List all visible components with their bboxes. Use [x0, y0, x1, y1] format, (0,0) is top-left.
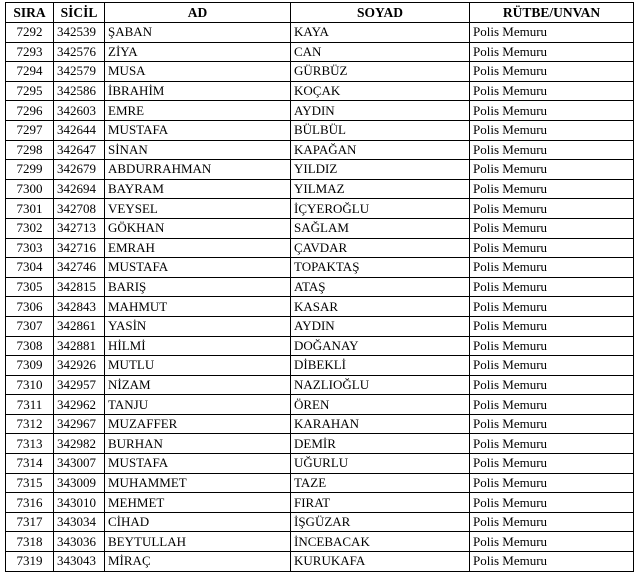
cell-sira: 7308 — [6, 336, 54, 356]
cell-soyad: GÜRBÜZ — [291, 62, 470, 82]
table-body — [6, 23, 634, 572]
cell-ad: MAHMUT — [105, 297, 291, 317]
table-row — [6, 454, 634, 474]
header-ad: AD — [105, 3, 291, 23]
cell-sicil: 342579 — [54, 62, 105, 82]
cell-rutbe: Polis Memuru — [470, 62, 634, 82]
cell-soyad: BÜLBÜL — [291, 120, 470, 140]
cell-sicil: 342957 — [54, 375, 105, 395]
cell-sicil: 342746 — [54, 258, 105, 278]
cell-ad: EMRAH — [105, 238, 291, 258]
cell-sicil: 342926 — [54, 356, 105, 376]
cell-ad: SİNAN — [105, 140, 291, 160]
cell-soyad: ÖREN — [291, 395, 470, 415]
cell-sicil: 342644 — [54, 120, 105, 140]
cell-soyad: KAYA — [291, 23, 470, 43]
cell-soyad: DİBEKLİ — [291, 356, 470, 376]
cell-ad: YASİN — [105, 316, 291, 336]
cell-rutbe: Polis Memuru — [470, 297, 634, 317]
cell-sira: 7298 — [6, 140, 54, 160]
cell-rutbe: Polis Memuru — [470, 356, 634, 376]
cell-rutbe: Polis Memuru — [470, 414, 634, 434]
cell-sira: 7306 — [6, 297, 54, 317]
table-row — [6, 473, 634, 493]
cell-sira: 7302 — [6, 218, 54, 238]
cell-sicil: 343036 — [54, 532, 105, 552]
cell-sira: 7318 — [6, 532, 54, 552]
table-row — [6, 179, 634, 199]
cell-sicil: 342539 — [54, 23, 105, 43]
cell-rutbe: Polis Memuru — [470, 160, 634, 180]
table-row — [6, 395, 634, 415]
cell-sira: 7296 — [6, 101, 54, 121]
table-row — [6, 199, 634, 219]
cell-sira: 7313 — [6, 434, 54, 454]
cell-ad: ZİYA — [105, 42, 291, 62]
cell-soyad: NAZLIOĞLU — [291, 375, 470, 395]
cell-rutbe: Polis Memuru — [470, 258, 634, 278]
cell-sira: 7294 — [6, 62, 54, 82]
cell-sicil: 343009 — [54, 473, 105, 493]
cell-rutbe: Polis Memuru — [470, 238, 634, 258]
cell-ad: CİHAD — [105, 512, 291, 532]
table-row — [6, 258, 634, 278]
cell-ad: GÖKHAN — [105, 218, 291, 238]
cell-soyad: İŞGÜZAR — [291, 512, 470, 532]
cell-soyad: KURUKAFA — [291, 552, 470, 572]
cell-ad: HİLMİ — [105, 336, 291, 356]
table-row — [6, 356, 634, 376]
cell-ad: TANJU — [105, 395, 291, 415]
cell-rutbe: Polis Memuru — [470, 552, 634, 572]
cell-rutbe: Polis Memuru — [470, 336, 634, 356]
cell-sira: 7305 — [6, 277, 54, 297]
cell-sira: 7315 — [6, 473, 54, 493]
table-row — [6, 336, 634, 356]
table-row — [6, 23, 634, 43]
cell-ad: MUSTAFA — [105, 120, 291, 140]
table-row — [6, 434, 634, 454]
cell-sira: 7314 — [6, 454, 54, 474]
cell-ad: MUSTAFA — [105, 454, 291, 474]
cell-sicil: 343010 — [54, 493, 105, 513]
table-row — [6, 120, 634, 140]
cell-soyad: KASAR — [291, 297, 470, 317]
cell-soyad: ATAŞ — [291, 277, 470, 297]
cell-sira: 7310 — [6, 375, 54, 395]
cell-sira: 7300 — [6, 179, 54, 199]
cell-sira: 7319 — [6, 552, 54, 572]
cell-rutbe: Polis Memuru — [470, 42, 634, 62]
table-row — [6, 512, 634, 532]
cell-rutbe: Polis Memuru — [470, 454, 634, 474]
cell-sicil: 342713 — [54, 218, 105, 238]
cell-soyad: TAZE — [291, 473, 470, 493]
cell-sira: 7317 — [6, 512, 54, 532]
cell-soyad: YILMAZ — [291, 179, 470, 199]
cell-sira: 7295 — [6, 81, 54, 101]
cell-rutbe: Polis Memuru — [470, 101, 634, 121]
cell-ad: MUSA — [105, 62, 291, 82]
cell-ad: MUHAMMET — [105, 473, 291, 493]
cell-rutbe: Polis Memuru — [470, 179, 634, 199]
cell-rutbe: Polis Memuru — [470, 81, 634, 101]
cell-soyad: AYDIN — [291, 101, 470, 121]
cell-soyad: KAPAĞAN — [291, 140, 470, 160]
cell-soyad: YILDIZ — [291, 160, 470, 180]
cell-sicil: 342982 — [54, 434, 105, 454]
table-row — [6, 101, 634, 121]
cell-sicil: 342861 — [54, 316, 105, 336]
cell-sicil: 342586 — [54, 81, 105, 101]
table-row — [6, 552, 634, 572]
cell-ad: EMRE — [105, 101, 291, 121]
cell-ad: MUTLU — [105, 356, 291, 376]
cell-ad: BURHAN — [105, 434, 291, 454]
header-sira: SIRA — [6, 3, 54, 23]
table-row — [6, 414, 634, 434]
cell-sicil: 342603 — [54, 101, 105, 121]
cell-sicil: 342881 — [54, 336, 105, 356]
cell-sicil: 342708 — [54, 199, 105, 219]
cell-soyad: CAN — [291, 42, 470, 62]
cell-sira: 7293 — [6, 42, 54, 62]
cell-soyad: SAĞLAM — [291, 218, 470, 238]
cell-soyad: AYDIN — [291, 316, 470, 336]
cell-rutbe: Polis Memuru — [470, 395, 634, 415]
cell-rutbe: Polis Memuru — [470, 375, 634, 395]
cell-soyad: İNCEBACAK — [291, 532, 470, 552]
cell-soyad: KOÇAK — [291, 81, 470, 101]
cell-rutbe: Polis Memuru — [470, 434, 634, 454]
cell-soyad: KARAHAN — [291, 414, 470, 434]
table-row — [6, 218, 634, 238]
cell-soyad: UĞURLU — [291, 454, 470, 474]
table-row — [6, 316, 634, 336]
cell-soyad: DEMİR — [291, 434, 470, 454]
cell-sicil: 342815 — [54, 277, 105, 297]
table-row — [6, 81, 634, 101]
cell-ad: NİZAM — [105, 375, 291, 395]
header-sicil: SİCİL — [54, 3, 105, 23]
header-rutbe: RÜTBE/UNVAN — [470, 3, 634, 23]
cell-sicil: 342967 — [54, 414, 105, 434]
table-row — [6, 62, 634, 82]
cell-sira: 7304 — [6, 258, 54, 278]
cell-rutbe: Polis Memuru — [470, 316, 634, 336]
cell-sira: 7311 — [6, 395, 54, 415]
cell-rutbe: Polis Memuru — [470, 532, 634, 552]
cell-sicil: 343007 — [54, 454, 105, 474]
cell-ad: MEHMET — [105, 493, 291, 513]
table-row — [6, 238, 634, 258]
cell-soyad: DOĞANAY — [291, 336, 470, 356]
cell-ad: BEYTULLAH — [105, 532, 291, 552]
table-row — [6, 42, 634, 62]
table-row — [6, 375, 634, 395]
table-row — [6, 532, 634, 552]
header-row — [6, 3, 634, 23]
cell-sira: 7301 — [6, 199, 54, 219]
cell-sicil: 343034 — [54, 512, 105, 532]
cell-rutbe: Polis Memuru — [470, 140, 634, 160]
cell-ad: ABDURRAHMAN — [105, 160, 291, 180]
cell-sira: 7303 — [6, 238, 54, 258]
cell-sira: 7297 — [6, 120, 54, 140]
cell-sicil: 342716 — [54, 238, 105, 258]
cell-rutbe: Polis Memuru — [470, 120, 634, 140]
cell-ad: MUSTAFA — [105, 258, 291, 278]
personnel-table — [5, 2, 634, 572]
cell-sicil: 342647 — [54, 140, 105, 160]
table-row — [6, 493, 634, 513]
cell-sira: 7316 — [6, 493, 54, 513]
cell-rutbe: Polis Memuru — [470, 493, 634, 513]
cell-sira: 7307 — [6, 316, 54, 336]
cell-sira: 7312 — [6, 414, 54, 434]
cell-sicil: 343043 — [54, 552, 105, 572]
cell-ad: MİRAÇ — [105, 552, 291, 572]
cell-ad: MUZAFFER — [105, 414, 291, 434]
cell-ad: ŞABAN — [105, 23, 291, 43]
cell-soyad: ÇAVDAR — [291, 238, 470, 258]
table-row — [6, 140, 634, 160]
cell-soyad: TOPAKTAŞ — [291, 258, 470, 278]
cell-soyad: FIRAT — [291, 493, 470, 513]
header-soyad: SOYAD — [291, 3, 470, 23]
cell-ad: BAYRAM — [105, 179, 291, 199]
cell-rutbe: Polis Memuru — [470, 473, 634, 493]
cell-rutbe: Polis Memuru — [470, 199, 634, 219]
cell-sicil: 342694 — [54, 179, 105, 199]
cell-soyad: İÇYEROĞLU — [291, 199, 470, 219]
cell-rutbe: Polis Memuru — [470, 23, 634, 43]
table-row — [6, 277, 634, 297]
cell-rutbe: Polis Memuru — [470, 512, 634, 532]
cell-sicil: 342679 — [54, 160, 105, 180]
cell-sicil: 342962 — [54, 395, 105, 415]
cell-sira: 7309 — [6, 356, 54, 376]
cell-ad: BARIŞ — [105, 277, 291, 297]
table-row — [6, 297, 634, 317]
cell-ad: VEYSEL — [105, 199, 291, 219]
cell-sicil: 342576 — [54, 42, 105, 62]
cell-sicil: 342843 — [54, 297, 105, 317]
cell-sira: 7299 — [6, 160, 54, 180]
cell-sira: 7292 — [6, 23, 54, 43]
table-row — [6, 160, 634, 180]
cell-rutbe: Polis Memuru — [470, 277, 634, 297]
cell-ad: İBRAHİM — [105, 81, 291, 101]
cell-rutbe: Polis Memuru — [470, 218, 634, 238]
